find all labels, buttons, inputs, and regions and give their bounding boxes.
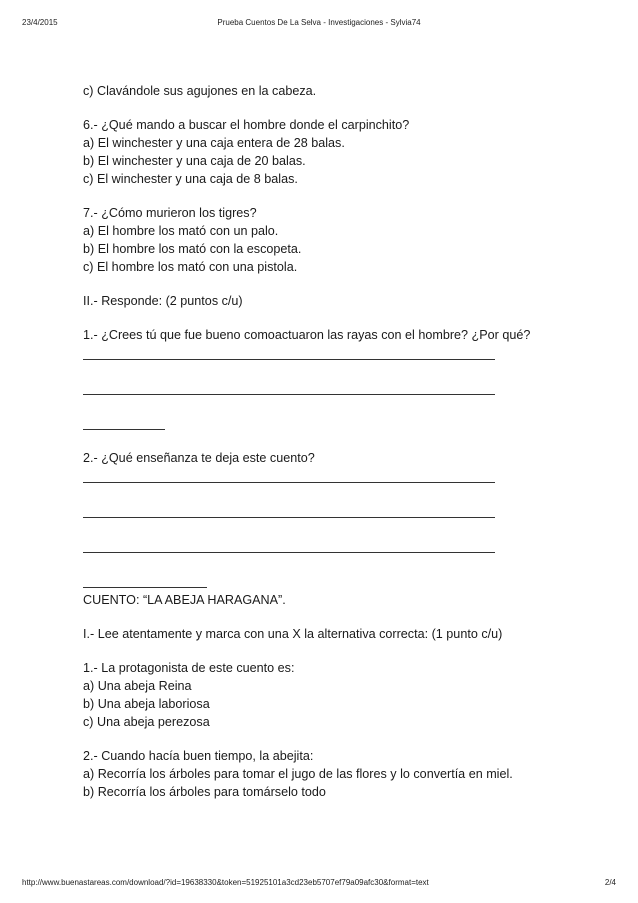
answer-line — [83, 502, 495, 518]
q7-option-a: a) El hombre los mató con un palo. — [83, 224, 279, 238]
p2-question: 2.- Cuando hacía buen tiempo, la abejita: — [83, 749, 314, 763]
footer-url: http://www.buenastareas.com/download/?id=19638330&token=51925101a3cd23eb5707ef79a09afc30&format=text — [22, 878, 429, 887]
answer-line — [83, 414, 165, 430]
p2-option-b: b) Recorría los árboles para tomárselo todo — [83, 785, 326, 799]
answer-line — [83, 379, 495, 395]
q5-option-c: c) Clavándole sus agujones en la cabeza. — [83, 84, 317, 98]
footer-page-number: 2/4 — [604, 878, 616, 887]
answer-line — [83, 467, 495, 483]
response-2-question: 2.- ¿Qué enseñanza te deja este cuento? — [83, 451, 315, 465]
q6-option-c: c) El winchester y una caja de 8 balas. — [83, 172, 298, 186]
answer-line — [83, 572, 207, 588]
p1-option-c: c) Una abeja perezosa — [83, 715, 210, 729]
p1-option-b: b) Una abeja laboriosa — [83, 697, 210, 711]
document-body — [83, 82, 603, 801]
header-date: 23/4/2015 — [22, 18, 58, 27]
q6-option-b: b) El winchester y una caja de 20 balas. — [83, 154, 306, 168]
section-2-heading: II.- Responde: (2 puntos c/u) — [83, 294, 243, 308]
story-title: CUENTO: “LA ABEJA HARAGANA”. — [83, 593, 286, 607]
p1-question: 1.- La protagonista de este cuento es: — [83, 661, 295, 675]
q7-question: 7.- ¿Cómo murieron los tigres? — [83, 206, 257, 220]
section-1-heading: I.- Lee atentamente y marca con una X la alternativa correcta: (1 punto c/u) — [83, 627, 503, 641]
q7-option-c: c) El hombre los mató con una pistola. — [83, 260, 298, 274]
p2-option-a: a) Recorría los árboles para tomar el jugo de las flores y lo convertía en miel. — [83, 767, 513, 781]
response-1-question: 1.- ¿Crees tú que fue bueno comoactuaron las rayas con el hombre? ¿Por qué? — [83, 328, 531, 342]
q7-option-b: b) El hombre los mató con la escopeta. — [83, 242, 302, 256]
p1-option-a: a) Una abeja Reina — [83, 679, 192, 693]
header-title: Prueba Cuentos De La Selva - Investigaciones - Sylvia74 — [217, 18, 421, 27]
q6-option-a: a) El winchester y una caja entera de 28 balas. — [83, 136, 345, 150]
q6-question: 6.- ¿Qué mando a buscar el hombre donde el carpinchito? — [83, 118, 410, 132]
answer-line — [83, 344, 495, 360]
answer-line — [83, 537, 495, 553]
